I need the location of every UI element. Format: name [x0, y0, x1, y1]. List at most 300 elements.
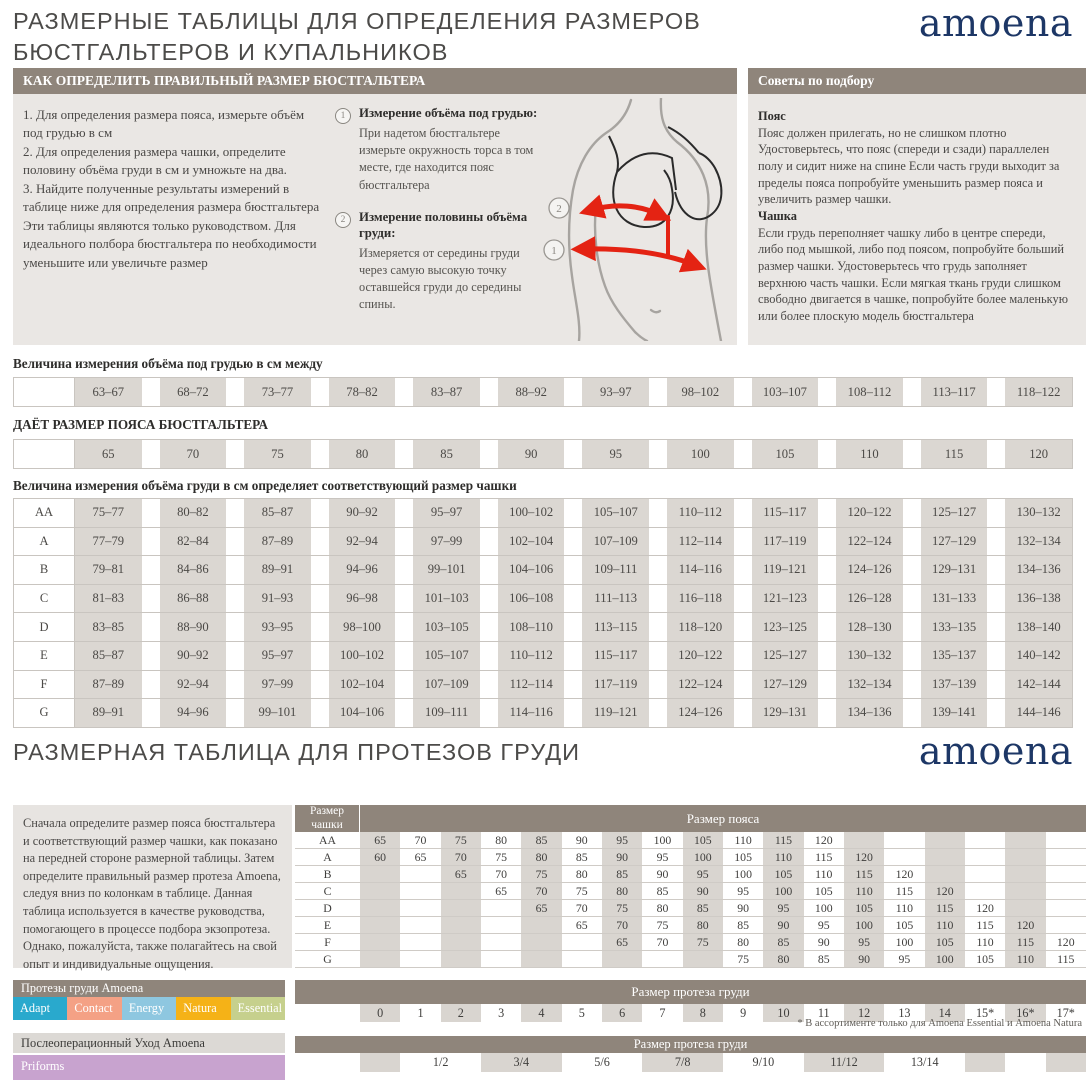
grid-cell — [481, 900, 521, 916]
range-cell: 94–96 — [160, 699, 227, 727]
grid-cell: 105 — [683, 832, 723, 848]
cup-table-label: Величина измерения объёма груди в см определяет соответствующий размер чашки — [13, 478, 517, 493]
grid-cell: 75 — [683, 934, 723, 950]
grid-cell: 120 — [814, 832, 833, 847]
grid-cup-label: C — [295, 883, 360, 899]
grid-cell: 95 — [763, 900, 803, 916]
grid-cell: 115 — [763, 832, 803, 848]
range-cell: 102–104 — [329, 671, 396, 699]
product-tag: Natura — [176, 997, 230, 1020]
range-cell: 75 — [244, 440, 311, 468]
grid-cell: 75 — [575, 883, 588, 898]
range-cell: 90–92 — [160, 642, 227, 670]
range-cell: 105 — [752, 440, 819, 468]
grid-cell — [400, 883, 440, 899]
grid-cell — [360, 917, 400, 933]
range-cell: 122–124 — [667, 671, 734, 699]
cup-label-cell: A — [13, 528, 75, 556]
grid-cell: 120 — [925, 883, 965, 899]
grid-cell — [360, 866, 400, 882]
priform-size-cell: 5/6 — [594, 1055, 610, 1069]
range-cell: 114–116 — [667, 556, 734, 584]
grid-cell — [400, 866, 440, 882]
range-cell: 100–102 — [329, 642, 396, 670]
size-number-cell: 17* — [1056, 1005, 1075, 1020]
priform-size-cell: 1/2 — [432, 1055, 449, 1069]
range-cell: 106–108 — [498, 585, 565, 613]
grid-cell — [1046, 832, 1086, 848]
range-cell: 137–139 — [921, 671, 988, 699]
range-cell: 134–136 — [836, 699, 903, 727]
cup-label-cell: AA — [13, 499, 75, 527]
range-cell: 121–123 — [752, 585, 819, 613]
range-cell: 114–116 — [498, 699, 565, 727]
products-header: Протезы груди Amoena — [13, 980, 285, 997]
tips-panel — [748, 68, 1086, 345]
grid-cell: 75 — [441, 832, 481, 848]
size-number-cell: 3 — [498, 1005, 505, 1020]
range-cell: 85 — [413, 440, 480, 468]
grid-cell — [481, 951, 521, 967]
range-cell: 92–94 — [160, 671, 227, 699]
grid-cell — [360, 883, 400, 899]
tips-body — [748, 94, 1086, 325]
range-cell: 105–107 — [413, 642, 480, 670]
grid-cell: 80 — [683, 917, 723, 933]
range-cell: 119–121 — [752, 556, 819, 584]
grid-cell — [400, 934, 440, 950]
range-cell: 124–126 — [667, 699, 734, 727]
grid-cell: 100 — [895, 934, 914, 949]
range-cell: 77–79 — [75, 528, 142, 556]
sizes-row-label-cell — [295, 1004, 360, 1022]
grid-cell: 75 — [495, 849, 508, 864]
grid-cell: 85 — [763, 934, 803, 950]
grid-cell: 90 — [844, 951, 884, 967]
cup-table-row — [13, 527, 1073, 556]
product-tag: Adapt — [13, 997, 67, 1020]
how-to-panel — [13, 68, 737, 345]
grid-cell: 85 — [737, 917, 750, 932]
prosthesis-size-grid — [295, 805, 1086, 968]
grid-cell: 75 — [521, 866, 561, 882]
grid-cell: 105 — [763, 866, 803, 882]
range-cell: 95–97 — [244, 642, 311, 670]
tips-header: Советы по подбору — [748, 68, 1086, 94]
grid-cell — [562, 951, 602, 967]
grid-cell: 80 — [521, 849, 561, 865]
grid-row — [295, 951, 1086, 968]
range-cell: 130–132 — [1005, 499, 1072, 527]
range-cell: 119–121 — [582, 699, 649, 727]
grid-cell: 90 — [602, 849, 642, 865]
prosthesis-title: РАЗМЕРНАЯ ТАБЛИЦА ДЛЯ ПРОТЕЗОВ ГРУДИ — [13, 739, 580, 765]
measurement-2-title: Измерение половины объёма груди: — [359, 209, 528, 240]
grid-row — [295, 832, 1086, 849]
grid-cell — [400, 951, 440, 967]
grid-cell: 115 — [925, 900, 965, 916]
grid-cell: 120 — [844, 849, 884, 865]
size-number-cell: 14 — [925, 1004, 965, 1022]
range-cell: 126–128 — [836, 585, 903, 613]
priform-sizes-header: Размер протеза груди — [295, 1036, 1086, 1053]
grid-cell: 110 — [1005, 951, 1045, 967]
grid-cell: 105 — [844, 900, 884, 916]
range-cell: 98–102 — [667, 378, 734, 406]
measurement-1-title: Измерение объёма под грудью: — [359, 106, 538, 120]
instruction-steps — [23, 106, 325, 272]
range-cell: 97–99 — [413, 528, 480, 556]
range-cell: 108–110 — [498, 613, 565, 641]
grid-cell: 110 — [844, 883, 884, 899]
grid-cell: 120 — [1005, 917, 1045, 933]
cup-size-header-cell: Размер чашки — [295, 805, 360, 832]
grid-cell: 95 — [844, 934, 884, 950]
size-number-cell: 15* — [975, 1005, 995, 1020]
priform-size-cell — [1005, 1053, 1045, 1072]
grid-cell — [562, 934, 602, 950]
grid-cell: 75 — [737, 951, 750, 966]
priform-size-cell — [1046, 1053, 1086, 1072]
size-number-cell: 13 — [898, 1005, 911, 1020]
priform-size-cell: 9/10 — [752, 1055, 775, 1069]
step-2-text: 2. Для определения размера чашки, определите половину объёма груди в см и умножьте на два. — [23, 143, 287, 178]
cup-label-cell: G — [13, 699, 75, 727]
grid-cell: 65 — [602, 934, 642, 950]
range-cell: 85–87 — [75, 642, 142, 670]
grid-cell: 85 — [575, 849, 588, 864]
range-cell: 103–105 — [413, 613, 480, 641]
range-cell: 90–92 — [329, 499, 396, 527]
range-cell: 123–125 — [752, 613, 819, 641]
size-number-cell: 11 — [817, 1005, 830, 1020]
grid-cell: 70 — [495, 866, 508, 881]
grid-cell — [965, 849, 1005, 865]
size-number-cell: 6 — [602, 1004, 642, 1022]
grid-cell: 105 — [734, 849, 752, 864]
grid-cell — [925, 849, 965, 865]
grid-cell — [521, 917, 561, 933]
grid-cell: 115 — [895, 883, 914, 898]
cup-row-cells — [75, 671, 1073, 699]
priform-size-cell — [360, 1053, 400, 1072]
range-cell: 94–96 — [329, 556, 396, 584]
grid-cell: 95 — [898, 951, 911, 966]
grid-cell — [602, 951, 642, 967]
range-cell: 80–82 — [160, 499, 227, 527]
range-cell: 75–77 — [75, 499, 142, 527]
size-number-cell: 9 — [740, 1005, 747, 1020]
range-cell: 83–87 — [413, 378, 480, 406]
range-cell: 96–98 — [329, 585, 396, 613]
grid-cell: 95 — [817, 917, 830, 932]
range-cell: 115 — [921, 440, 988, 468]
range-cell: 131–133 — [921, 585, 988, 613]
grid-cell: 110 — [734, 832, 752, 847]
range-cell: 98–100 — [329, 613, 396, 641]
grid-cell — [1005, 900, 1045, 916]
range-cell: 81–83 — [75, 585, 142, 613]
range-cell: 103–107 — [752, 378, 819, 406]
range-cell: 133–135 — [921, 613, 988, 641]
how-to-body — [13, 94, 737, 345]
range-cell: 118–122 — [1005, 378, 1072, 406]
underbust-row-label-cell — [13, 378, 75, 406]
grid-cell: 80 — [602, 883, 642, 899]
grid-cell — [1046, 849, 1086, 865]
grid-cell — [481, 917, 521, 933]
grid-cell: 90 — [575, 832, 588, 847]
beltsize-row — [13, 439, 1073, 469]
product-tag: Energy — [122, 997, 176, 1020]
range-cell: 110–112 — [667, 499, 734, 527]
cup-row-cells — [75, 556, 1073, 584]
range-cell: 120–122 — [667, 642, 734, 670]
grid-cell: 75 — [656, 917, 669, 932]
grid-cell: 115 — [844, 866, 884, 882]
torso-illustration — [539, 98, 737, 341]
step-3-text: 3. Найдите полученные результаты измерений в таблице ниже для определения размера бюстгальтера — [23, 180, 320, 215]
grid-cell — [1005, 849, 1045, 865]
cup-label-cell: F — [13, 671, 75, 699]
grid-cell: 95 — [656, 849, 669, 864]
priform-size-cell: 13/14 — [910, 1055, 939, 1069]
range-cell: 116–118 — [667, 585, 734, 613]
grid-cell: 65 — [575, 917, 588, 932]
tips-cup-text: Если грудь переполняет чашку либо в центре спереди, либо под мышкой, либо под поясом, попробуйте больший размер чашки. Удостоверьтесь что грудь заполняет верхнюю часть чашки. Если мягкая ткань груди слишком свободно двигается в чашке, попробуйте более маленькую или более плоскую модель бюстгальтера — [758, 225, 1068, 324]
grid-cell — [683, 951, 723, 967]
range-cell: 78–82 — [329, 378, 396, 406]
grid-cell — [1005, 866, 1045, 882]
grid-cell — [1046, 900, 1086, 916]
grid-cell — [965, 866, 1005, 882]
grid-cell — [884, 832, 924, 848]
range-cell: 86–88 — [160, 585, 227, 613]
range-cell: 120–122 — [836, 499, 903, 527]
underbust-row — [13, 377, 1073, 407]
range-cell: 92–94 — [329, 528, 396, 556]
grid-cell: 70 — [441, 849, 481, 865]
grid-cell: 115 — [976, 917, 994, 932]
measurement-2 — [335, 210, 549, 314]
range-cell: 124–126 — [836, 556, 903, 584]
range-cell: 113–117 — [921, 378, 988, 406]
grid-cell: 105 — [976, 951, 994, 966]
size-number-cell: 16* — [1005, 1004, 1045, 1022]
grid-cell: 90 — [656, 866, 669, 881]
range-cell: 142–144 — [1005, 671, 1072, 699]
priform-row-label-cell — [295, 1053, 360, 1072]
range-cell: 120 — [1005, 440, 1072, 468]
beltsize-row-label-cell — [13, 440, 75, 468]
size-number-cell: 1 — [417, 1005, 424, 1020]
range-cell: 138–140 — [1005, 613, 1072, 641]
grid-cell: 85 — [817, 951, 830, 966]
range-cell: 87–89 — [75, 671, 142, 699]
range-cell: 99–101 — [244, 699, 311, 727]
range-cell: 112–114 — [667, 528, 734, 556]
grid-cell: 90 — [683, 883, 723, 899]
svg-text:2: 2 — [556, 203, 562, 215]
range-cell: 91–93 — [244, 585, 311, 613]
grid-cell: 100 — [653, 832, 672, 847]
grid-row — [295, 934, 1086, 951]
tips-belt-text: Пояс должен прилегать, но не слишком плотно Удостоверьтесь, что пояс (спереди и сзади) параллелен полу и сидит ниже на спине Если часть груди выходит за пределы пояса попробуйте уменьшить размер пояса и увеличить размер чашки. — [758, 125, 1060, 207]
cup-row-cells — [75, 499, 1073, 527]
priform-sizes-row — [295, 1053, 1086, 1072]
grid-cell — [1046, 866, 1086, 882]
range-cell: 102–104 — [498, 528, 565, 556]
tips-belt-title: Пояс — [758, 109, 786, 123]
grid-cup-label: B — [295, 866, 360, 882]
grid-cell — [400, 900, 440, 916]
range-cell: 107–109 — [413, 671, 480, 699]
grid-cell — [441, 883, 481, 899]
range-cell: 85–87 — [244, 499, 311, 527]
grid-cell — [441, 951, 481, 967]
range-cell: 95–97 — [413, 499, 480, 527]
range-cell: 127–129 — [921, 528, 988, 556]
prosthesis-grid-header — [295, 805, 1086, 832]
range-cell: 136–138 — [1005, 585, 1072, 613]
cup-table-row — [13, 612, 1073, 641]
range-cell: 115–117 — [582, 642, 649, 670]
grid-cell: 120 — [1056, 934, 1075, 949]
range-cell: 109–111 — [582, 556, 649, 584]
how-to-header: КАК ОПРЕДЕЛИТЬ ПРАВИЛЬНЫЙ РАЗМЕР БЮСТГАЛЬТЕРА — [13, 68, 737, 94]
page-title: РАЗМЕРНЫЕ ТАБЛИЦЫ ДЛЯ ОПРЕДЕЛЕНИЯ РАЗМЕРОВ БЮСТГАЛЬТЕРОВ И КУПАЛЬНИКОВ — [13, 8, 701, 65]
range-cell: 122–124 — [836, 528, 903, 556]
grid-cell: 60 — [360, 849, 400, 865]
cup-table-row — [13, 641, 1073, 670]
grid-cup-label: F — [295, 934, 360, 950]
tips-cup-title: Чашка — [758, 209, 797, 224]
grid-cell: 120 — [976, 900, 994, 915]
grid-cell — [360, 951, 400, 967]
grid-cell: 90 — [737, 900, 750, 915]
priform-size-cell: 3/4 — [481, 1053, 562, 1072]
grid-cup-label: E — [295, 917, 360, 933]
grid-cell: 120 — [895, 866, 914, 881]
range-cell: 88–92 — [498, 378, 565, 406]
steps-note: Эти таблицы являются только руководством. Для идеального полбора бюстгальтера по необходимости уменьшите или увеличьте размер — [23, 217, 317, 270]
product-tag: Contact — [67, 997, 121, 1020]
cup-row-cells — [75, 613, 1073, 641]
range-cell: 109–111 — [413, 699, 480, 727]
amoena-logo: amoena — [918, 1, 1073, 45]
range-cell: 89–91 — [75, 699, 142, 727]
grid-cell: 70 — [521, 883, 561, 899]
cup-row-cells — [75, 642, 1073, 670]
range-cell: 129–131 — [752, 699, 819, 727]
cup-table-row — [13, 698, 1073, 727]
svg-text:1: 1 — [551, 245, 557, 257]
priform-size-cell: 7/8 — [642, 1053, 723, 1072]
grid-cell: 115 — [1057, 951, 1075, 966]
range-cell: 70 — [160, 440, 227, 468]
range-cell: 117–119 — [752, 528, 819, 556]
grid-cell: 100 — [734, 866, 752, 881]
grid-cell — [521, 951, 561, 967]
grid-row — [295, 917, 1086, 934]
range-cell: 135–137 — [921, 642, 988, 670]
grid-cell: 110 — [895, 900, 914, 915]
size-number-cell: 2 — [441, 1004, 481, 1022]
grid-cell: 75 — [602, 900, 642, 916]
range-cell: 104–106 — [329, 699, 396, 727]
range-cell: 140–142 — [1005, 642, 1072, 670]
range-cell: 68–72 — [160, 378, 227, 406]
cup-row-cells — [75, 585, 1073, 613]
size-number-cell: 7 — [659, 1005, 666, 1020]
cup-table-row — [13, 555, 1073, 584]
grid-cell: 105 — [925, 934, 965, 950]
grid-cell — [925, 866, 965, 882]
range-cell: 101–103 — [413, 585, 480, 613]
beltsize-cells — [75, 440, 1073, 468]
size-number-cell: 5 — [578, 1005, 585, 1020]
grid-cell: 100 — [683, 849, 723, 865]
range-cell: 100–102 — [498, 499, 565, 527]
grid-cell: 65 — [521, 900, 561, 916]
cup-label-cell: D — [13, 613, 75, 641]
cup-label-cell: C — [13, 585, 75, 613]
priforms-tag: Priforms — [13, 1055, 285, 1080]
belt-size-header-cell: Размер пояса — [360, 805, 1086, 832]
range-cell: 128–130 — [836, 613, 903, 641]
amoena-logo-2: amoena — [918, 729, 1073, 773]
priform-size-cell: 11/12 — [804, 1053, 885, 1072]
grid-cell: 115 — [1005, 934, 1045, 950]
range-cell: 84–86 — [160, 556, 227, 584]
cup-table-row — [13, 670, 1073, 699]
cup-table-row — [13, 584, 1073, 613]
grid-cell: 100 — [925, 951, 965, 967]
cup-table-row — [13, 498, 1073, 527]
grid-cup-label: AA — [295, 832, 360, 848]
grid-cell — [441, 934, 481, 950]
grid-cell: 85 — [602, 866, 642, 882]
grid-cell — [965, 883, 1005, 899]
priform-size-cell — [965, 1053, 1005, 1072]
grid-cell: 70 — [575, 900, 588, 915]
grid-cell — [441, 900, 481, 916]
grid-row — [295, 900, 1086, 917]
range-cell: 108–112 — [836, 378, 903, 406]
range-cell: 73–77 — [244, 378, 311, 406]
grid-cell: 70 — [602, 917, 642, 933]
size-number-cell: 10 — [763, 1004, 803, 1022]
grid-cell: 100 — [814, 900, 833, 915]
grid-cell — [481, 934, 521, 950]
grid-cell: 85 — [656, 883, 669, 898]
grid-cell: 70 — [656, 934, 669, 949]
range-cell: 129–131 — [921, 556, 988, 584]
range-cell: 90 — [498, 440, 565, 468]
range-cell: 95 — [582, 440, 649, 468]
measurement-1-text: При надетом бюстгальтере измерьте окружность торса в том месте, где находится пояс бюстгальтера — [359, 125, 534, 192]
grid-cell — [642, 951, 682, 967]
grid-cup-label: A — [295, 849, 360, 865]
grid-cell: 65 — [495, 883, 508, 898]
grid-cell — [1005, 832, 1045, 848]
grid-cell: 85 — [683, 900, 723, 916]
circled-number-1-icon: 1 — [335, 108, 351, 124]
grid-cell: 65 — [414, 849, 427, 864]
aftercare-header: Послеоперационный Уход Amoena — [13, 1033, 285, 1053]
grid-cell — [925, 832, 965, 848]
range-cell: 127–129 — [752, 671, 819, 699]
